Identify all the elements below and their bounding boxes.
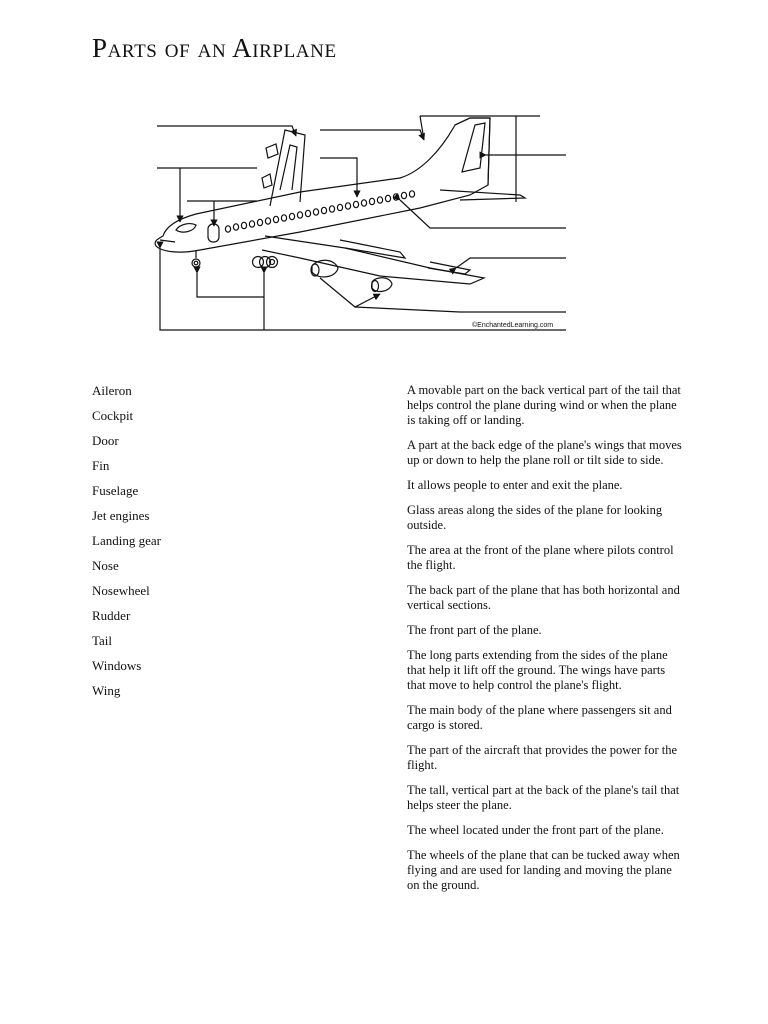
diagram-credit: ©EnchantedLearning.com xyxy=(472,322,554,329)
definition-item: Glass areas along the sides of the plane for looking outside. xyxy=(407,503,663,532)
term-item: Nosewheel xyxy=(92,583,150,598)
term-item: Wing xyxy=(92,683,121,698)
term-list xyxy=(92,383,161,708)
cockpit-window xyxy=(176,224,196,232)
door-outline xyxy=(208,224,219,242)
definition-item: It allows people to enter and exit the plane. xyxy=(407,478,623,492)
term-item: Nose xyxy=(92,558,119,573)
definition-item: A part at the back edge of the plane's wings that moves up or down to help the plane roll or tilt side to side. xyxy=(407,438,682,467)
definition-item: The tall, vertical part at the back of the plane's tail that helps steer the plane. xyxy=(407,783,680,812)
term-item: Landing gear xyxy=(92,533,161,548)
definition-item: The wheels of the plane that can be tucked away when flying and are used for landing and moving the plane on the ground. xyxy=(407,848,680,892)
term-item: Door xyxy=(92,433,119,448)
term-item: Aileron xyxy=(92,383,132,398)
near-wing-outline xyxy=(262,236,484,284)
term-item: Rudder xyxy=(92,608,131,623)
term-item: Cockpit xyxy=(92,408,134,423)
definition-list xyxy=(407,383,682,903)
definition-item: The front part of the plane. xyxy=(407,623,542,637)
label-lines xyxy=(157,116,566,330)
airplane-diagram xyxy=(150,110,580,340)
definition-item: The back part of the plane that has both horizontal and vertical sections. xyxy=(407,583,680,612)
fuselage-outline xyxy=(155,118,490,252)
definition-item: A movable part on the back vertical part of the tail that helps control the plane during wind or when the plane is taking off or landing. xyxy=(407,383,681,427)
definition-item: The wheel located under the front part of the plane. xyxy=(407,823,664,837)
landing-gear-outline xyxy=(253,257,278,268)
far-wing-outline xyxy=(262,130,305,206)
page-title: Parts of an Airplane xyxy=(92,33,337,63)
definition-item: The area at the front of the plane where pilots control the flight. xyxy=(407,543,674,572)
term-item: Fuselage xyxy=(92,483,139,498)
nosewheel-outline xyxy=(192,250,200,267)
definition-item: The long parts extending from the sides of the plane that help it lift off the ground. The wings have parts that move to help control the plane's flight. xyxy=(407,648,668,692)
definition-item: The main body of the plane where passengers sit and cargo is stored. xyxy=(407,703,672,732)
definition-item: The part of the aircraft that provides the power for the flight. xyxy=(407,743,678,772)
window-row xyxy=(225,191,414,232)
term-item: Windows xyxy=(92,658,142,673)
term-item: Jet engines xyxy=(92,508,150,523)
term-item: Tail xyxy=(92,633,113,648)
term-item: Fin xyxy=(92,458,110,473)
